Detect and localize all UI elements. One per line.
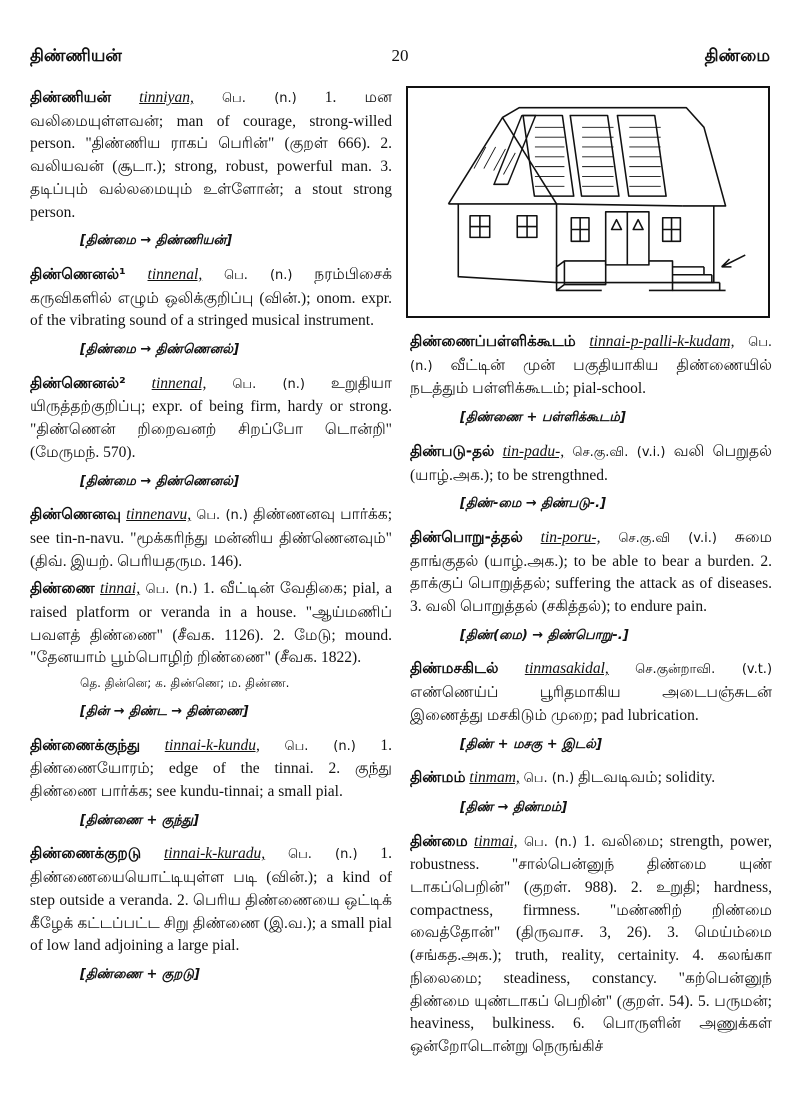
part-of-speech: பெ. (n.) (284, 738, 356, 754)
definition: 1. திண்ணையையொட்டியுள்ள படி (வின்.); a kind of step outside a veranda. 2. பெரிய திண்ணையை ஒட்டிக் கீழேக் கட்டப்பட்ட சிறு திண்ணை (இ.வ.); a small pial of low land adjoining a large pial. (30, 845, 393, 955)
entry-body (30, 842, 392, 958)
entry-body (30, 734, 392, 804)
entry-body (30, 577, 392, 670)
entry-tinnai-k-kuradu (30, 842, 392, 986)
entry-tin-padu (410, 440, 772, 516)
etymology: [திண் + மசகு + இடல்] (460, 736, 602, 752)
left-column (30, 86, 392, 997)
headword: திண்ணியன் (30, 88, 112, 106)
definition: 1. வீட்டின் வேதிகை; pial, a raised platform or veranda in a house. "ஆய்மணிப் பவளத் திண்ணை" (சீவக. 1126). 2. மேடு; mound. "தேனயாம் பூம்பொழிற் றிண்ணை" (சீவக. 1822). (30, 580, 393, 667)
transliteration: tinnai-k-kuradu, (163, 845, 266, 863)
transliteration: tinnenavu, (126, 506, 192, 524)
page-header (30, 46, 770, 70)
etymology: [திண்(மை) → திண்பொறு-.] (460, 627, 629, 643)
transliteration: tin-padu-, (502, 442, 565, 460)
entry-body (410, 440, 772, 487)
definition: வலி பெறுதல் (யாழ்.அக.); to be strengthned. (410, 442, 773, 484)
entry-tin-poru (410, 526, 772, 648)
etymology: [தின் → திண்ட → திண்ணை] (80, 703, 249, 719)
headword: திண்மை (410, 831, 468, 850)
definition: திண்ணனவு பார்க்க; see tin-n-navu. "மூக்கரிந்து மன்னிய திண்ணெனவும்" (திவ். இயற். பெரியதரும. 146). (30, 506, 393, 570)
transliteration: tin-poru-, (540, 528, 601, 546)
transliteration: tinmai, (474, 832, 518, 850)
entry-body (410, 330, 772, 401)
headword: திண்பொறு-த்தல் (410, 527, 523, 546)
definition: 1. திண்ணையோரம்; edge of the tinnai. 2. குந்து திண்ணை பார்க்க; see kundu-tinnai; a small pial. (30, 736, 393, 800)
part-of-speech: செ.கு.வி. (v.i.) (572, 444, 666, 460)
transliteration: tinnai-p-palli-k-kudam, (589, 333, 735, 350)
headword: திண்ணை (30, 579, 95, 598)
headword: திண்ணைக்குறடு (30, 844, 142, 863)
definition: சுமை தாங்குதல் (யாழ்.அக.); to be able to bear a burden. 2. தாக்குப் பொறுத்தல்; suffering the attack as of diseases. 3. வலி பொறுத்தல் (சகித்தல்); to endure pain. (410, 528, 773, 616)
entry-body (410, 657, 772, 727)
definition: வீட்டின் முன் பகுதியாகிய திண்ணையில் நடத்தும் பள்ளிக்கூடம்; pial-school. (410, 356, 772, 398)
part-of-speech: பெ. (n.) (221, 91, 297, 106)
cognates: தெ. தின்னெ; க. திண்ணெ; ம. திண்ண. (80, 676, 290, 691)
entry-body (30, 503, 392, 573)
entry-body (410, 830, 772, 1059)
header-right-guide-word: திண்மை (704, 46, 770, 66)
entry-tinmasakidal (410, 657, 772, 756)
etymology: [திண்மை → திண்ணெனல்] (80, 342, 240, 358)
etymology: [திண்ணை + பள்ளிக்கூடம்] (460, 410, 626, 426)
part-of-speech: செ.குன்றாவி. (v.t.) (635, 662, 773, 678)
etymology: [திண்மை → திண்ணியன்] (80, 233, 233, 249)
etymology: [திண்ணை + குந்து] (80, 812, 199, 828)
entry-body (30, 263, 392, 333)
definition: 1. மன வலிமையுள்ளவன்; man of courage, strong-willed person. "திண்ணிய ராகப் பெரின்" (குறள் 666). 2. வலியவன் (சூடா.); strong, robust, powerful man. 3. தடிப்பும் வல்லமையும் உள்ளோன்; a stout strong person. (30, 89, 393, 221)
entry-tinmam (410, 766, 772, 819)
entry-tinnenal-2 (30, 372, 392, 494)
transliteration: tinmasakidal, (524, 660, 609, 678)
headword: திண்ணைக்குந்து (30, 735, 141, 754)
definition: எண்ணெய்ப் பூரிதமாகிய அடைபஞ்சுடன் இணைத்து மசகிடும் முறை; pad lubrication. (410, 684, 772, 724)
entry-tinnai-p-palli-k-kudam (410, 330, 772, 430)
definition: நரம்பிசைக் கருவிகளில் எழும் ஒலிக்குறிப்பு (வின்.); onom. expr. of the vibrating sound of a stringed musical instrument. (30, 265, 393, 330)
entry-body (30, 372, 392, 465)
part-of-speech: பெ. (n.) (232, 376, 305, 392)
page-number: 20 (391, 46, 409, 65)
part-of-speech: செ.கு.வி (v.i.) (618, 530, 717, 546)
headword: திண்ணெனல்² (30, 373, 126, 392)
part-of-speech: பெ. (n.) (287, 847, 358, 863)
transliteration: tinnai-k-kundu, (164, 736, 260, 754)
transliteration: tinmam, (469, 769, 520, 787)
etymology: [திண்மை → திண்ணெனல்] (80, 473, 240, 489)
entry-tinnai-k-kundu (30, 734, 392, 833)
entry-tinnai (30, 577, 392, 723)
transliteration: tinnenal, (147, 265, 203, 283)
etymology: [திண்-மை → திண்படு-.] (460, 496, 606, 512)
entry-body (410, 766, 772, 791)
transliteration: tinnenal, (151, 374, 207, 392)
definition: திடவடிவம்; solidity. (578, 769, 716, 787)
transliteration: tinnai, (100, 580, 141, 598)
etymology: [திண் → திண்மம்] (460, 799, 568, 815)
house-drawing (408, 88, 768, 316)
header-left-guide-word: திண்ணியன் (30, 46, 122, 66)
definition: 1. வலிமை; strength, power, robustness. "சால்பென்னுந் திண்மை யுண் டாகப்பெறின்" (குறள். 988). 2. உறுதி; hardness, compactness, firmness. "மண்ணிற் றிண்மை வைத்தோன்" (திருவாச. 3, 26). 3. மெய்ம்மை (சங்கத.அக.); truth, reality, certainity. 4. கலங்கா நிலைமை; steadiness, constancy. "கற்பென்னுந் திண்மை யுண்டாகப் பெறின்" (குறள். 54). 5. பருமன்; heaviness, bulkiness. 6. பொருளின் அணுக்கள் ஒன்றோடொன்று நெருங்கிச் (410, 832, 773, 1055)
headword: திண்மம் (410, 768, 466, 787)
definition: உறுதியா யிருத்தற்குறிப்பு; expr. of being firm, hardy or strong. "திண்ணென் றிறைவனற் சிறப்போ டொன்றி" (மேருமந். 570). (30, 374, 393, 461)
part-of-speech: பெ. (n.) (523, 834, 578, 850)
part-of-speech: பெ. (n.) (196, 508, 248, 524)
part-of-speech: பெ. (n.) (410, 335, 773, 374)
entry-tinnenal-1 (30, 263, 392, 362)
headword: திண்ணெனல்¹ (30, 264, 126, 283)
part-of-speech: பெ. (n.) (224, 267, 293, 283)
entry-body (30, 86, 392, 224)
part-of-speech: பெ. (n.) (523, 771, 575, 787)
headword: திண்படு-தல் (410, 441, 495, 460)
house-illustration (406, 86, 770, 318)
entry-body (410, 526, 772, 619)
transliteration: tinniyan, (139, 89, 194, 106)
headword: திண்ணெனவு (30, 505, 122, 524)
headword: திண்மசகிடல் (410, 659, 499, 678)
entry-tinniyan (30, 86, 392, 253)
etymology: [திண்ணை + குறடு] (80, 966, 200, 982)
entry-tinmai (410, 830, 772, 1059)
entry-tinnenavu (30, 503, 392, 573)
right-column (410, 330, 772, 1063)
headword: திண்ணைப்பள்ளிக்கூடம் (410, 332, 576, 350)
part-of-speech: பெ. (n.) (145, 582, 198, 598)
